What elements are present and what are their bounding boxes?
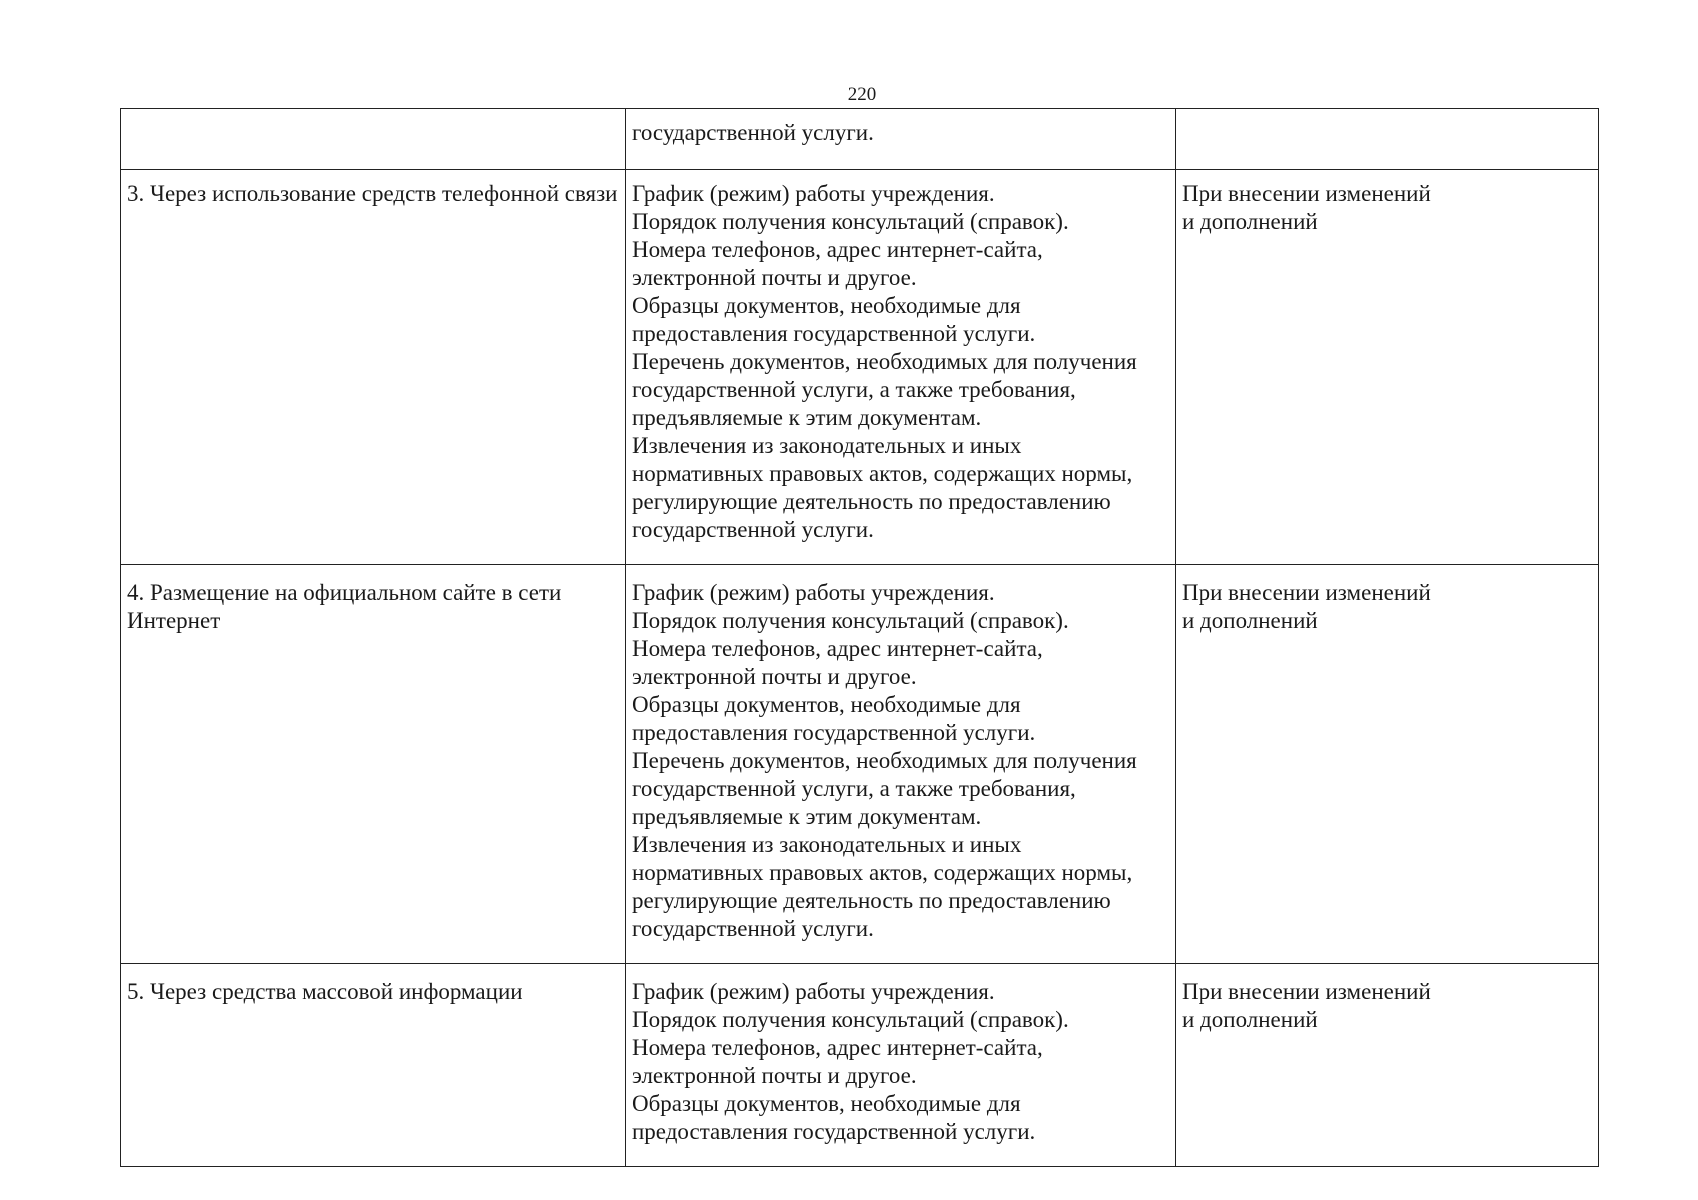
- table-cell-method: [121, 109, 626, 170]
- table-cell-frequency: При внесении изменений и дополнений: [1176, 170, 1599, 565]
- table-cell-method: 3. Через использование средств телефонной связи: [121, 170, 626, 565]
- table-cell-frequency: [1176, 109, 1599, 170]
- table-row: [121, 170, 1599, 565]
- table-cell-content: График (режим) работы учреждения. Порядок получения консультаций (справок). Номера телефонов, адрес интернет-сайта, электронной почты и другое. Образцы документов, необходимые для предоставления государственной услуги. Перечень документов, необходимых для получения государственной услуги, а также требования, предъявляемые к этим документам. Извлечения из законодательных и иных нормативных правовых актов, содержащих нормы, регулирующие деятельность по предоставлению государственной услуги.: [626, 170, 1176, 565]
- table-row: [121, 964, 1599, 1167]
- info-table: [120, 108, 1599, 1167]
- table-cell-frequency: При внесении изменений и дополнений: [1176, 964, 1599, 1167]
- page-number: 220: [847, 84, 877, 105]
- table-cell-content: График (режим) работы учреждения. Порядок получения консультаций (справок). Номера телефонов, адрес интернет-сайта, электронной почты и другое. Образцы документов, необходимые для предоставления государственной услуги.: [626, 964, 1176, 1167]
- table-row: [121, 565, 1599, 964]
- table-cell-method: 4. Размещение на официальном сайте в сети Интернет: [121, 565, 626, 964]
- table-row-continuation: [121, 109, 1599, 170]
- table-cell-method: 5. Через средства массовой информации: [121, 964, 626, 1167]
- table-cell-content: государственной услуги.: [626, 109, 1176, 170]
- table-cell-frequency: При внесении изменений и дополнений: [1176, 565, 1599, 964]
- table-cell-content: График (режим) работы учреждения. Порядок получения консультаций (справок). Номера телефонов, адрес интернет-сайта, электронной почты и другое. Образцы документов, необходимые для предоставления государственной услуги. Перечень документов, необходимых для получения государственной услуги, а также требования, предъявляемые к этим документам. Извлечения из законодательных и иных нормативных правовых актов, содержащих нормы, регулирующие деятельность по предоставлению государственной услуги.: [626, 565, 1176, 964]
